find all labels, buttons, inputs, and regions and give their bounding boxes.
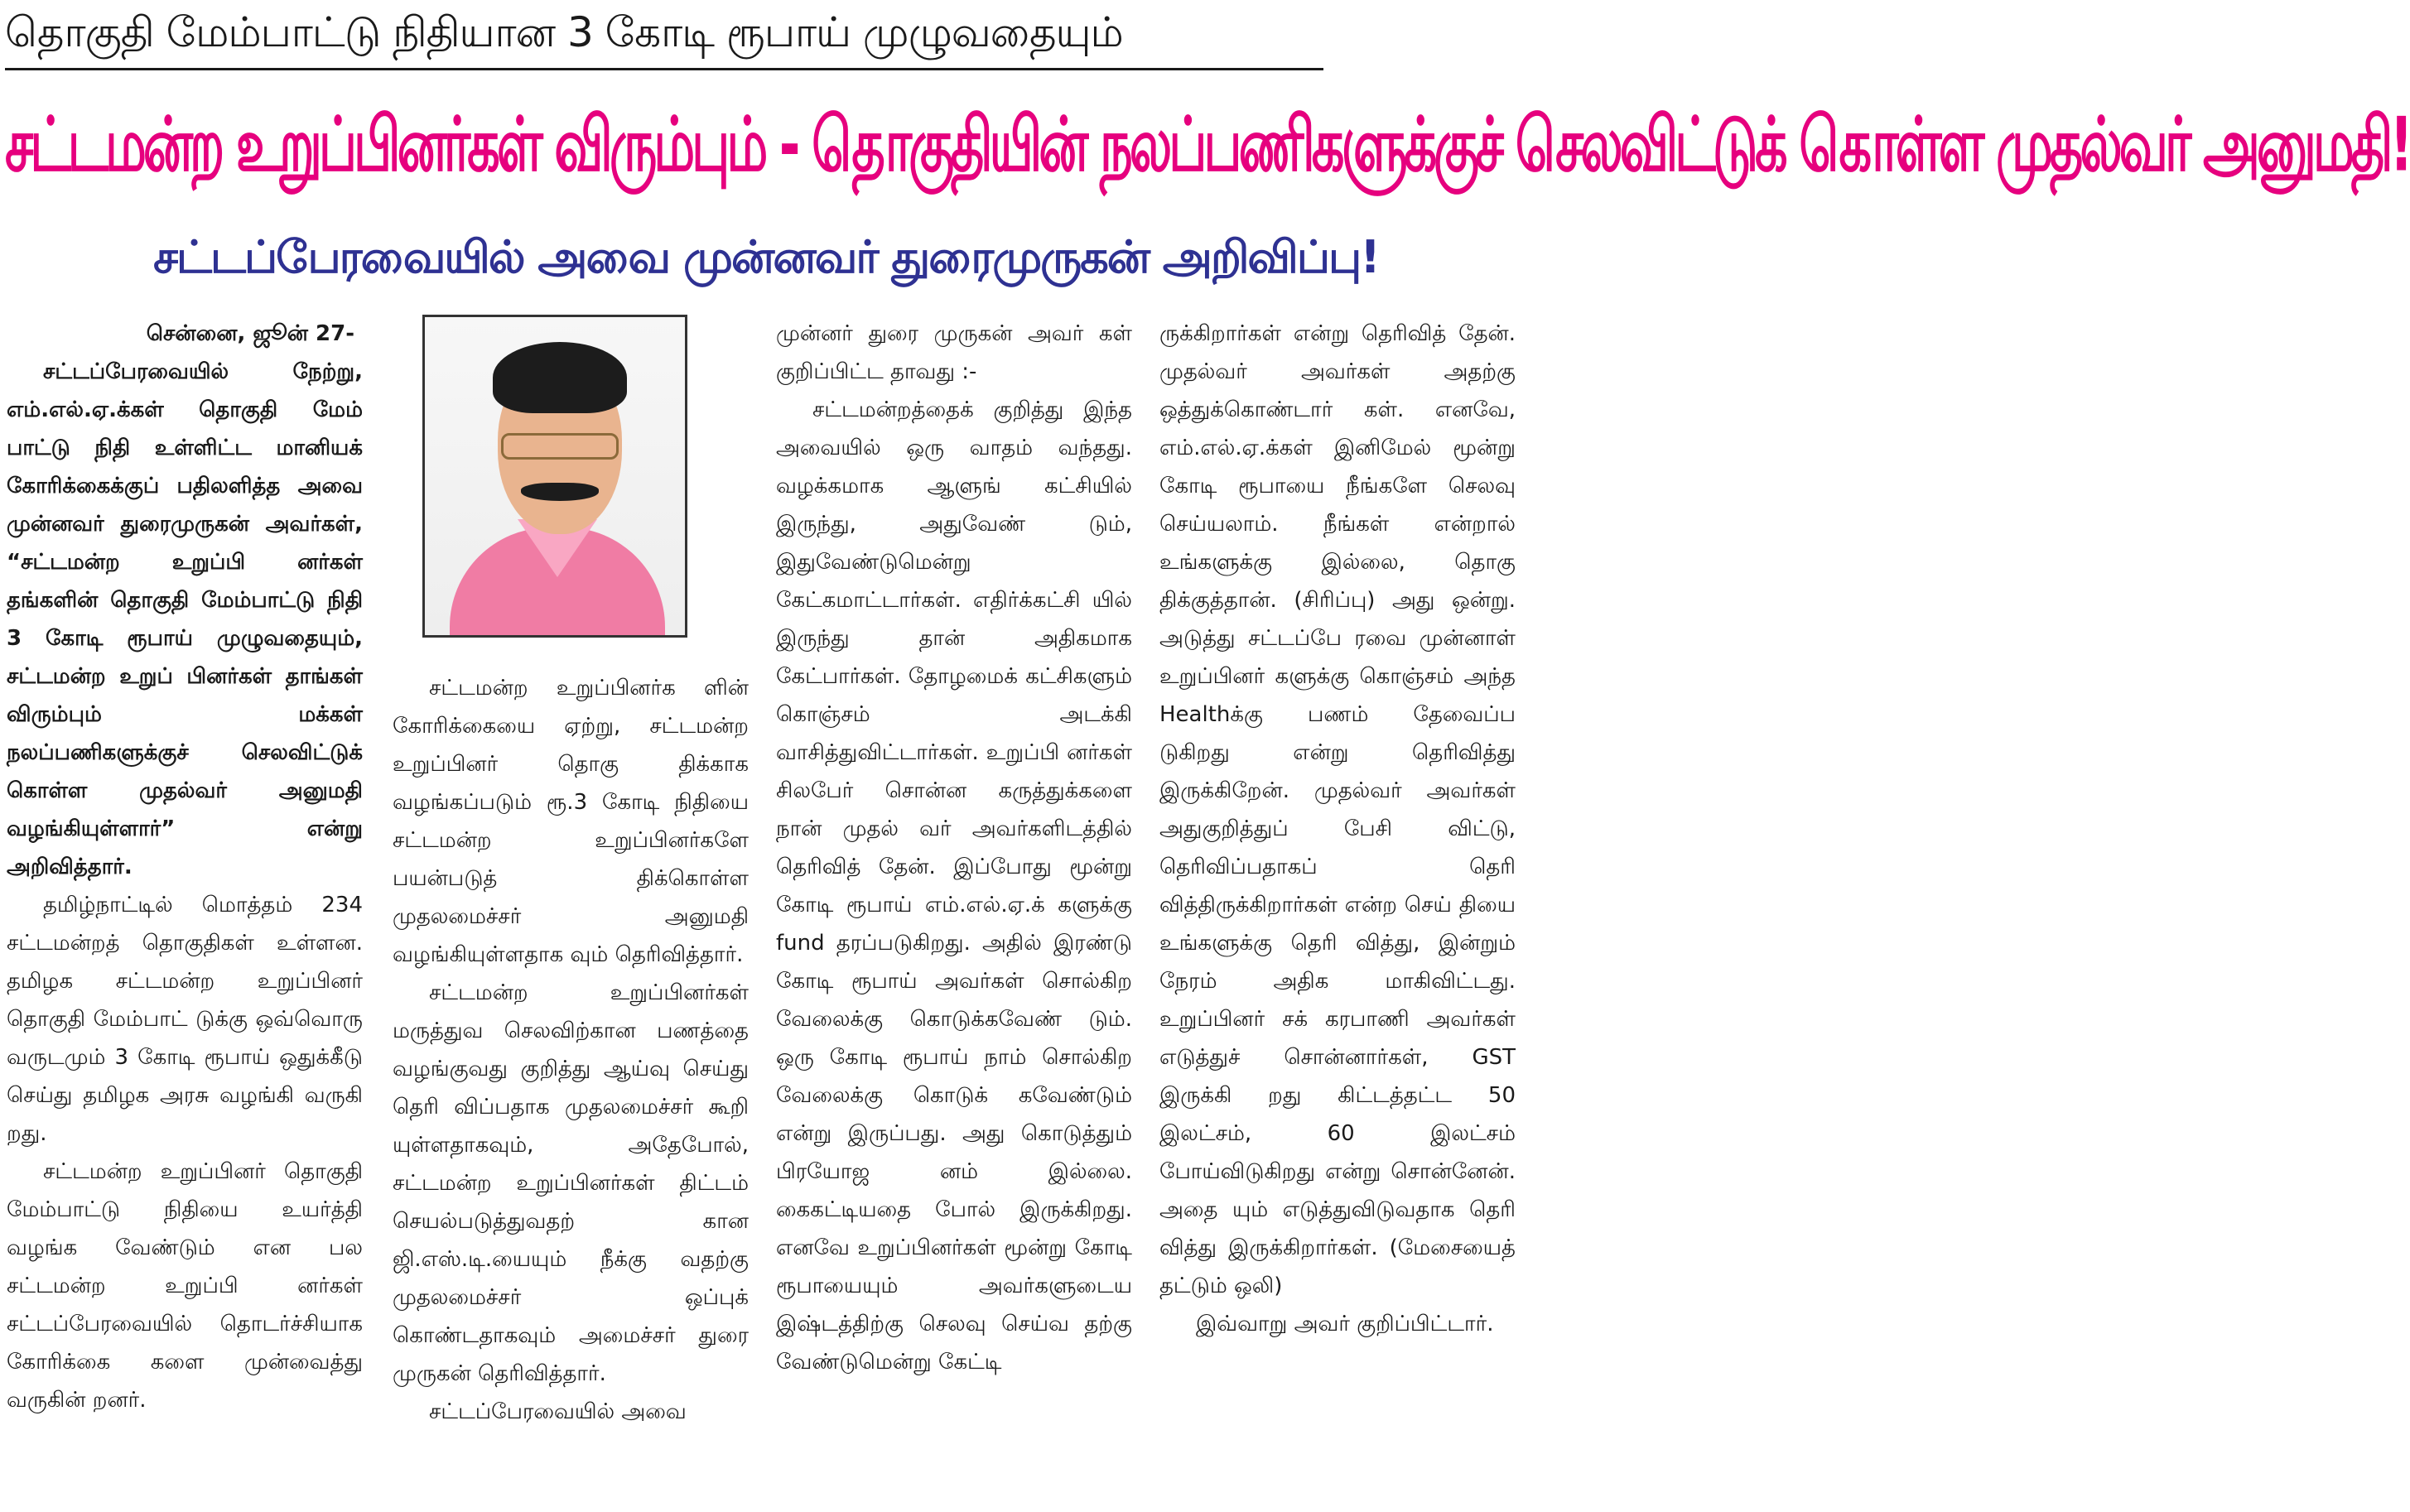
kicker-headline: தொகுதி மேம்பாட்டு நிதியான 3 கோடி ரூபாய் முழுவதையும் [5,8,1123,56]
paragraph: சட்டப்பேரவையில் அவை [429,1399,687,1424]
paragraph: முன்னர் துரை முருகன் அவர் கள் குறிப்பிட்ட தாவது :- [776,321,1132,384]
paragraph: சட்டமன்ற உறுப்பினர்கள் மருத்துவ செலவிற்கான பணத்தை வழங்குவது குறித்து ஆய்வு செய்து தெரி விப்பதாக முதலமைச்சர் கூறி யுள்ளதாகவும், அதேபோல், சட்டமன்ற உறுப்பினர்கள் திட்டம் செயல்படுத்துவதற் கான ஜி.எஸ்.டி.யையும் நீக்கு வதற்கு முதலமைச்சர் ஒப்புக் கொண்டதாகவும் அமைச்சர் துரை முருகன் தெரிவித்தார். [393,980,749,1386]
main-headline: சட்டமன்ற உறுப்பினர்கள் விரும்பும் - தொகுதியின் நலப்பணிகளுக்குச் செலவிட்டுக் கொள்ள முதல்வர் அனுமதி! [5,100,2410,189]
paragraph: சட்டமன்ற உறுப்பினர்க ளின் கோரிக்கையை ஏற்று, சட்டமன்ற உறுப்பினர் தொகு திக்காக வழங்கப்படும் ரூ.3 கோடி நிதியை சட்டமன்ற உறுப்பினர்களே பயன்படுத் திக்கொள்ள முதலமைச்சர் அனுமதி வழங்கியுள்ளதாக வும் தெரிவித்தார். [393,676,749,967]
portrait-photo [422,315,687,638]
photo-hair [493,342,627,413]
article-column-3 [776,315,1132,1507]
sub-headline: சட்டப்பேரவையில் அவை முன்னவர் துரைமுருகன் அறிவிப்பு! [153,231,1379,283]
paragraph: ருக்கிறார்கள் என்று தெரிவித் தேன். முதல்வர் அவர்கள் அதற்கு ஒத்துக்கொண்டார் கள். எனவே, எம்.எல்.ஏ.க்கள் இனிமேல் மூன்று கோடி ரூபாயை நீங்களே செலவு செய்யலாம். நீங்கள் என்றால் உங்களுக்கு இல்லை, தொகு திக்குத்தான். (சிரிப்பு) அது ஒன்று. அடுத்து சட்டப்பே ரவை முன்னாள் உறுப்பினர் களுக்கு கொஞ்சம் அந்த Healthக்கு பணம் தேவைப்ப டுகிறது என்று தெரிவித்து இருக்கிறேன். முதல்வர் அவர்கள் அதுகுறித்துப் பேசி விட்டு, தெரிவிப்பதாகப் தெரி வித்திருக்கிறார்கள் என்ற செய் தியை உங்களுக்கு தெரி வித்து, இன்றும் நேரம் அதிக மாகிவிட்டது. உறுப்பினர் சக் கரபாணி அவர்கள் எடுத்துச் சொன்னார்கள், GST இருக்கி றது கிட்டத்தட்ட 50 இலட்சம், 60 இலட்சம் போய்விடுகிறது என்று சொன்னேன். அதை யும் எடுத்துவிடுவதாக தெரி வித்து இருக்கிறார்கள். (மேசையைத் தட்டும் ஒலி) [1159,321,1516,1298]
article-column-1 [7,315,363,1507]
dateline: சென்னை, ஜூன் 27- [146,321,354,346]
photo-glasses [501,433,619,460]
paragraph: தமிழ்நாட்டில் மொத்தம் 234 சட்டமன்றத் தொகுதிகள் உள்ளன. தமிழக சட்டமன்ற உறுப்பினர் தொகுதி மேம்பாட் டுக்கு ஒவ்வொரு வருடமும் 3 கோடி ரூபாய் ஒதுக்கீடு செய்து தமிழக அரசு வழங்கி வருகி றது. [7,893,363,1146]
closing-paragraph: இவ்வாறு அவர் குறிப்பிட்டார். [1196,1312,1494,1336]
article-column-2 [393,669,749,1507]
paragraph: சட்டமன்றத்தைக் குறித்து இந்த அவையில் ஒரு வாதம் வந்தது. வழக்கமாக ஆளுங் கட்சியில் இருந்து, அதுவேண் டும், இதுவேண்டுமென்று கேட்கமாட்டார்கள். எதிர்க்கட்சி யில் இருந்து தான் அதிகமாக கேட்பார்கள். தோழமைக் கட்சிகளும் கொஞ்சம் அடக்கி வாசித்துவிட்டார்கள். உறுப்பி னர்கள் சிலபேர் சொன்ன கருத்துக்களை நான் முதல் வர் அவர்களிடத்தில் தெரிவித் தேன். இப்போது மூன்று கோடி ரூபாய் எம்.எல்.ஏ.க் களுக்கு fund தரப்படுகிறது. அதில் இரண்டு கோடி ரூபாய் அவர்கள் சொல்கிற வேலைக்கு கொடுக்கவேண் டும். ஒரு கோடி ரூபாய் நாம் சொல்கிற வேலைக்கு கொடுக் கவேண்டும் என்று இருப்பது. அது கொடுத்தும் பிரயோஜ னம் இல்லை. கைகட்டியதை போல் இருக்கிறது. எனவே உறுப்பினர்கள் மூன்று கோடி ரூபாயையும் அவர்களுடைய இஷ்டத்திற்கு செலவு செய்வ தற்கு வேண்டுமென்று கேட்டி [776,397,1132,1375]
paragraph: சட்டமன்ற உறுப்பினர் தொகுதி மேம்பாட்டு நிதியை உயர்த்தி வழங்க வேண்டும் என பல சட்டமன்ற உறுப்பி னர்கள் சட்டப்பேரவையில் தொடர்ச்சியாக கோரிக்கை களை முன்வைத்து வருகின் றனர். [7,1159,363,1413]
photo-moustache [521,483,599,501]
article-column-4 [1159,315,1516,1507]
lead-paragraph: சட்டப்பேரவையில் நேற்று, எம்.எல்.ஏ.க்கள் தொகுதி மேம் பாட்டு நிதி உள்ளிட்ட மானியக் கோரிக்கைக்குப் பதிலளித்த அவை முன்னவர் துரைமுருகன் அவர்கள், “சட்டமன்ற உறுப்பி னர்கள் தங்களின் தொகுதி மேம்பாட்டு நிதி 3 கோடி ரூபாய் முழுவதையும், சட்டமன்ற உறுப் பினர்கள் தாங்கள் விரும்பும் மக்கள் நலப்பணிகளுக்குச் செலவிட்டுக் கொள்ள முதல்வர் அனுமதி வழங்கியுள்ளார்” என்று அறிவித்தார். [7,359,363,879]
